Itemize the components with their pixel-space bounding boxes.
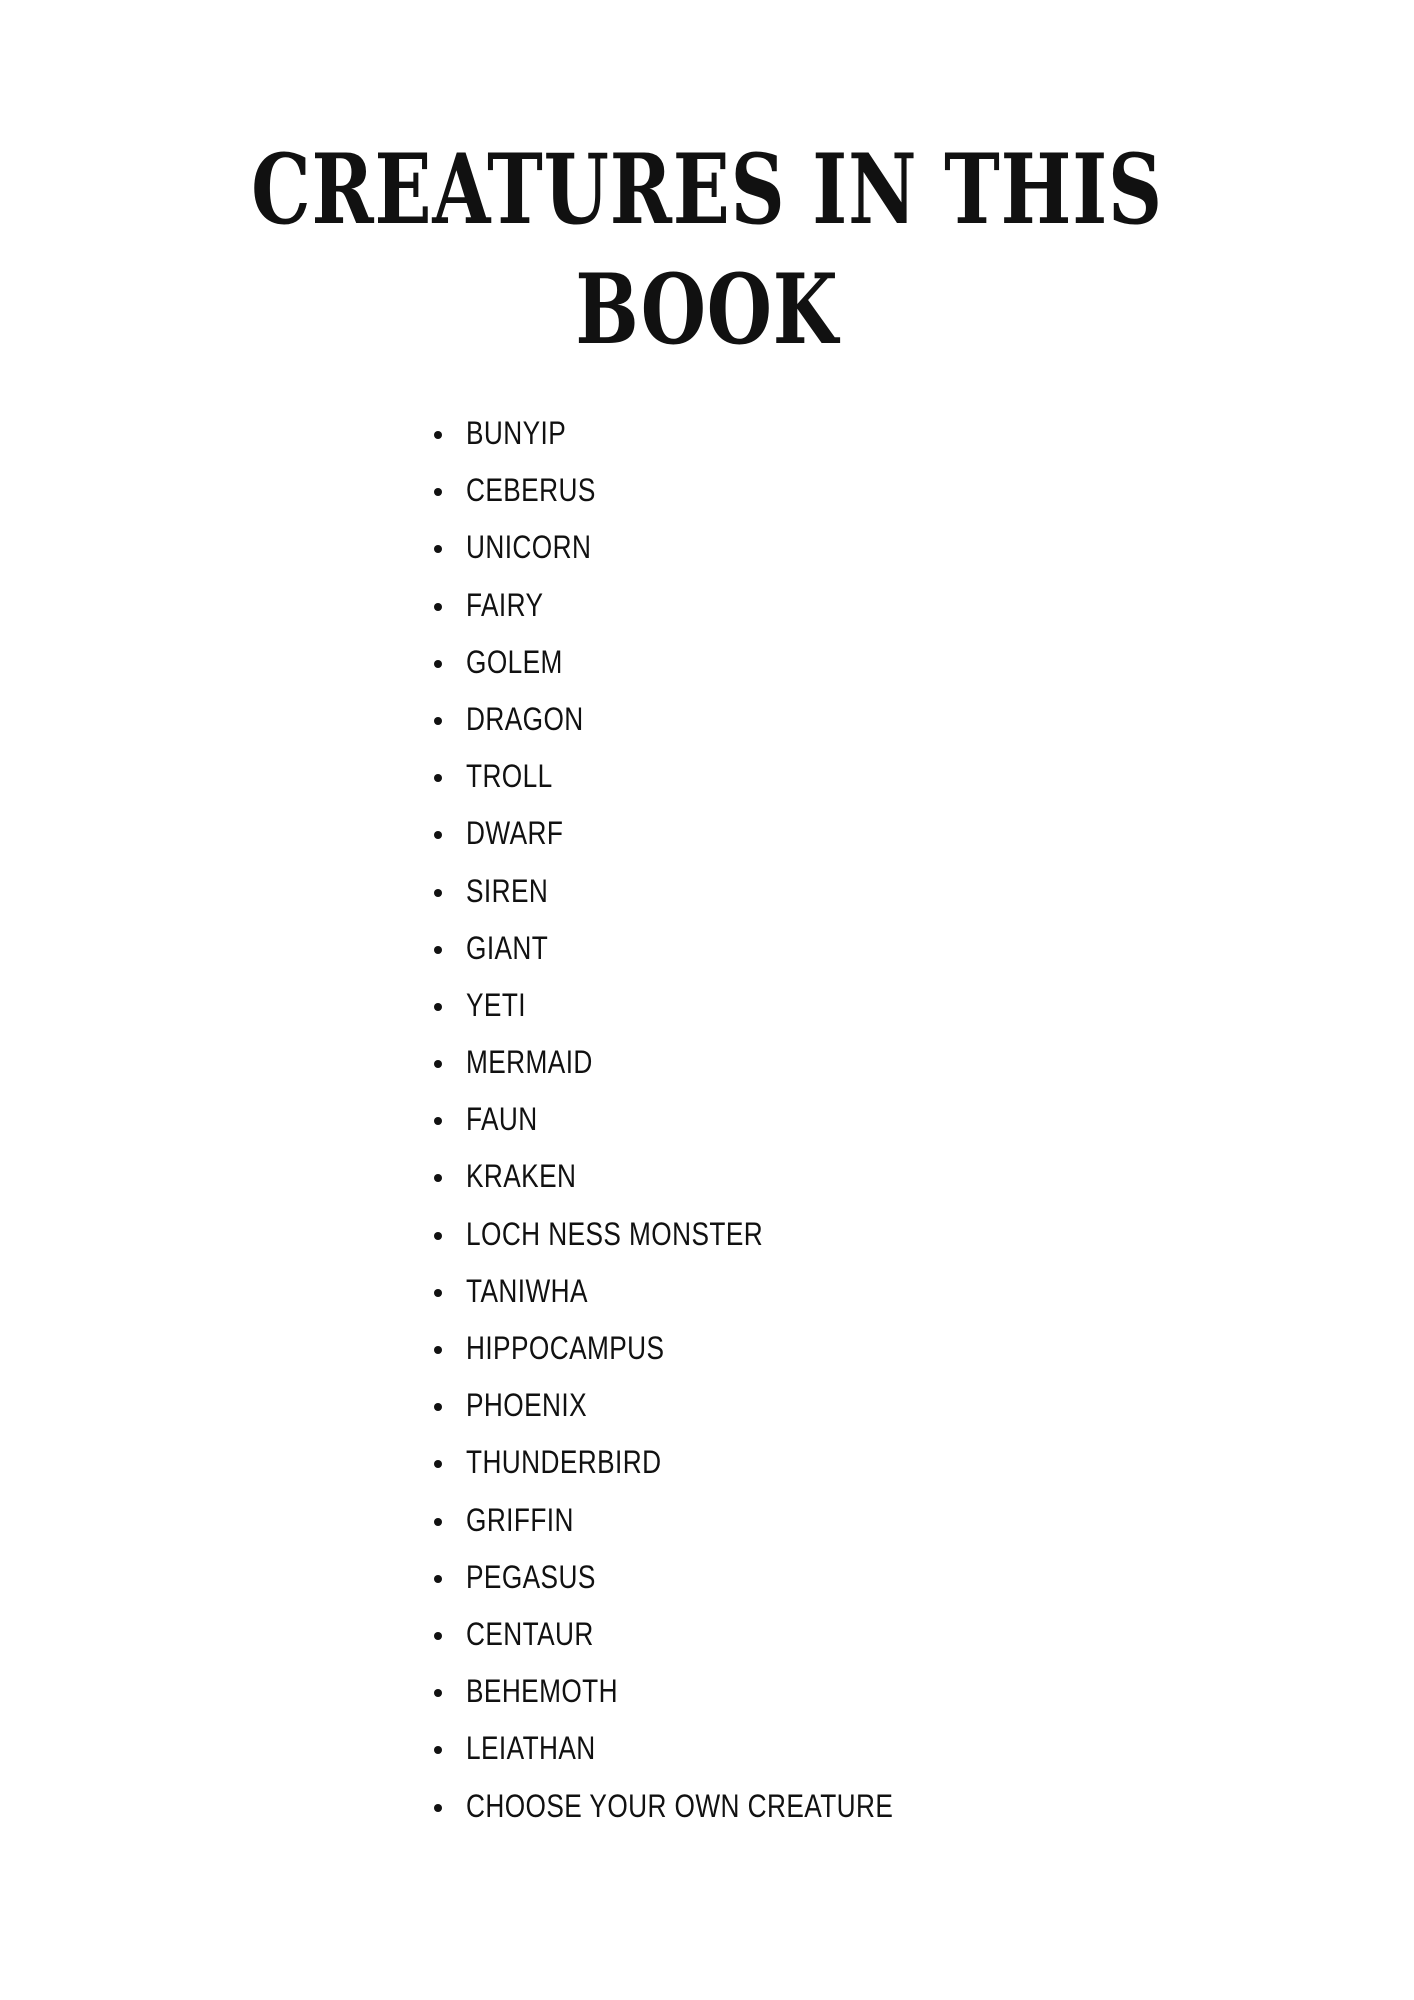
list-item-label: GIANT <box>466 929 549 966</box>
list-item <box>430 977 987 1034</box>
bullet-icon <box>434 1403 442 1411</box>
list-item <box>430 577 987 634</box>
list-item <box>430 462 987 519</box>
list-item <box>430 691 987 748</box>
list-item <box>430 1148 987 1205</box>
bullet-icon <box>434 603 442 611</box>
list-item-label: LOCH NESS MONSTER <box>466 1215 764 1252</box>
list-item <box>430 1778 987 1835</box>
list-item-label: BUNYIP <box>466 415 567 451</box>
list-item <box>430 1320 987 1377</box>
bullet-icon <box>434 660 442 668</box>
list-item <box>430 1720 987 1777</box>
list-item-label: LEIATHAN <box>466 1730 596 1767</box>
bullet-icon <box>434 1689 442 1697</box>
list-item-label: THUNDERBIRD <box>466 1444 662 1481</box>
list-item <box>430 1663 987 1720</box>
bullet-icon <box>434 946 442 954</box>
list-item-label: BEHEMOTH <box>466 1673 618 1710</box>
list-item-label: FAUN <box>466 1101 538 1138</box>
list-item-label: GRIFFIN <box>466 1501 574 1538</box>
bullet-icon <box>434 1632 442 1640</box>
list-item <box>430 405 987 462</box>
list-item <box>430 863 987 920</box>
bullet-icon <box>434 889 442 897</box>
bullet-icon <box>434 1746 442 1754</box>
bullet-icon <box>434 1289 442 1297</box>
bullet-icon <box>434 545 442 553</box>
page-title: CREATURES IN THIS BOOK <box>251 133 1163 366</box>
bullet-icon <box>434 1174 442 1182</box>
list-item <box>430 748 987 805</box>
list-item <box>430 1434 987 1491</box>
bullet-icon <box>434 1232 442 1240</box>
list-item-label: GOLEM <box>466 643 563 680</box>
bullet-icon <box>434 1060 442 1068</box>
bullet-icon <box>434 717 442 725</box>
bullet-icon <box>434 774 442 782</box>
list-item <box>430 1091 987 1148</box>
list-item-label: TROLL <box>466 758 553 795</box>
list-item-label: KRAKEN <box>466 1158 577 1195</box>
list-item <box>430 1034 987 1091</box>
list-item-label: PEGASUS <box>466 1558 596 1595</box>
list-item-label: YETI <box>466 986 526 1023</box>
bullet-icon <box>434 1346 442 1354</box>
bullet-icon <box>434 1117 442 1125</box>
creature-list <box>430 405 987 1835</box>
list-item <box>430 1263 987 1320</box>
bullet-icon <box>434 1518 442 1526</box>
list-item <box>430 1492 987 1549</box>
list-item-label: CENTAUR <box>466 1615 594 1652</box>
list-item-label: DRAGON <box>466 700 584 737</box>
list-item <box>430 1549 987 1606</box>
list-item <box>430 519 987 576</box>
bullet-icon <box>434 1575 442 1583</box>
list-item-label: MERMAID <box>466 1044 593 1081</box>
list-item <box>430 1606 987 1663</box>
bullet-icon <box>434 431 442 439</box>
bullet-icon <box>434 1804 442 1812</box>
bullet-icon <box>434 831 442 839</box>
list-item-label: CHOOSE YOUR OWN CREATURE <box>466 1787 894 1824</box>
list-item-label: UNICORN <box>466 529 592 566</box>
list-item-label: DWARF <box>466 815 564 852</box>
list-item <box>430 634 987 691</box>
bullet-icon <box>434 1003 442 1011</box>
list-item <box>430 920 987 977</box>
list-item <box>430 1206 987 1263</box>
list-item-label: HIPPOCAMPUS <box>466 1330 665 1366</box>
list-item-label: TANIWHA <box>466 1272 588 1309</box>
list-item-label: CEBERUS <box>466 472 596 509</box>
list-item-label: FAIRY <box>466 586 544 623</box>
bullet-icon <box>434 1460 442 1468</box>
list-item-label: SIREN <box>466 872 549 909</box>
bullet-icon <box>434 488 442 496</box>
list-item-label: PHOENIX <box>466 1387 587 1424</box>
list-item <box>430 1377 987 1434</box>
list-item <box>430 805 987 862</box>
